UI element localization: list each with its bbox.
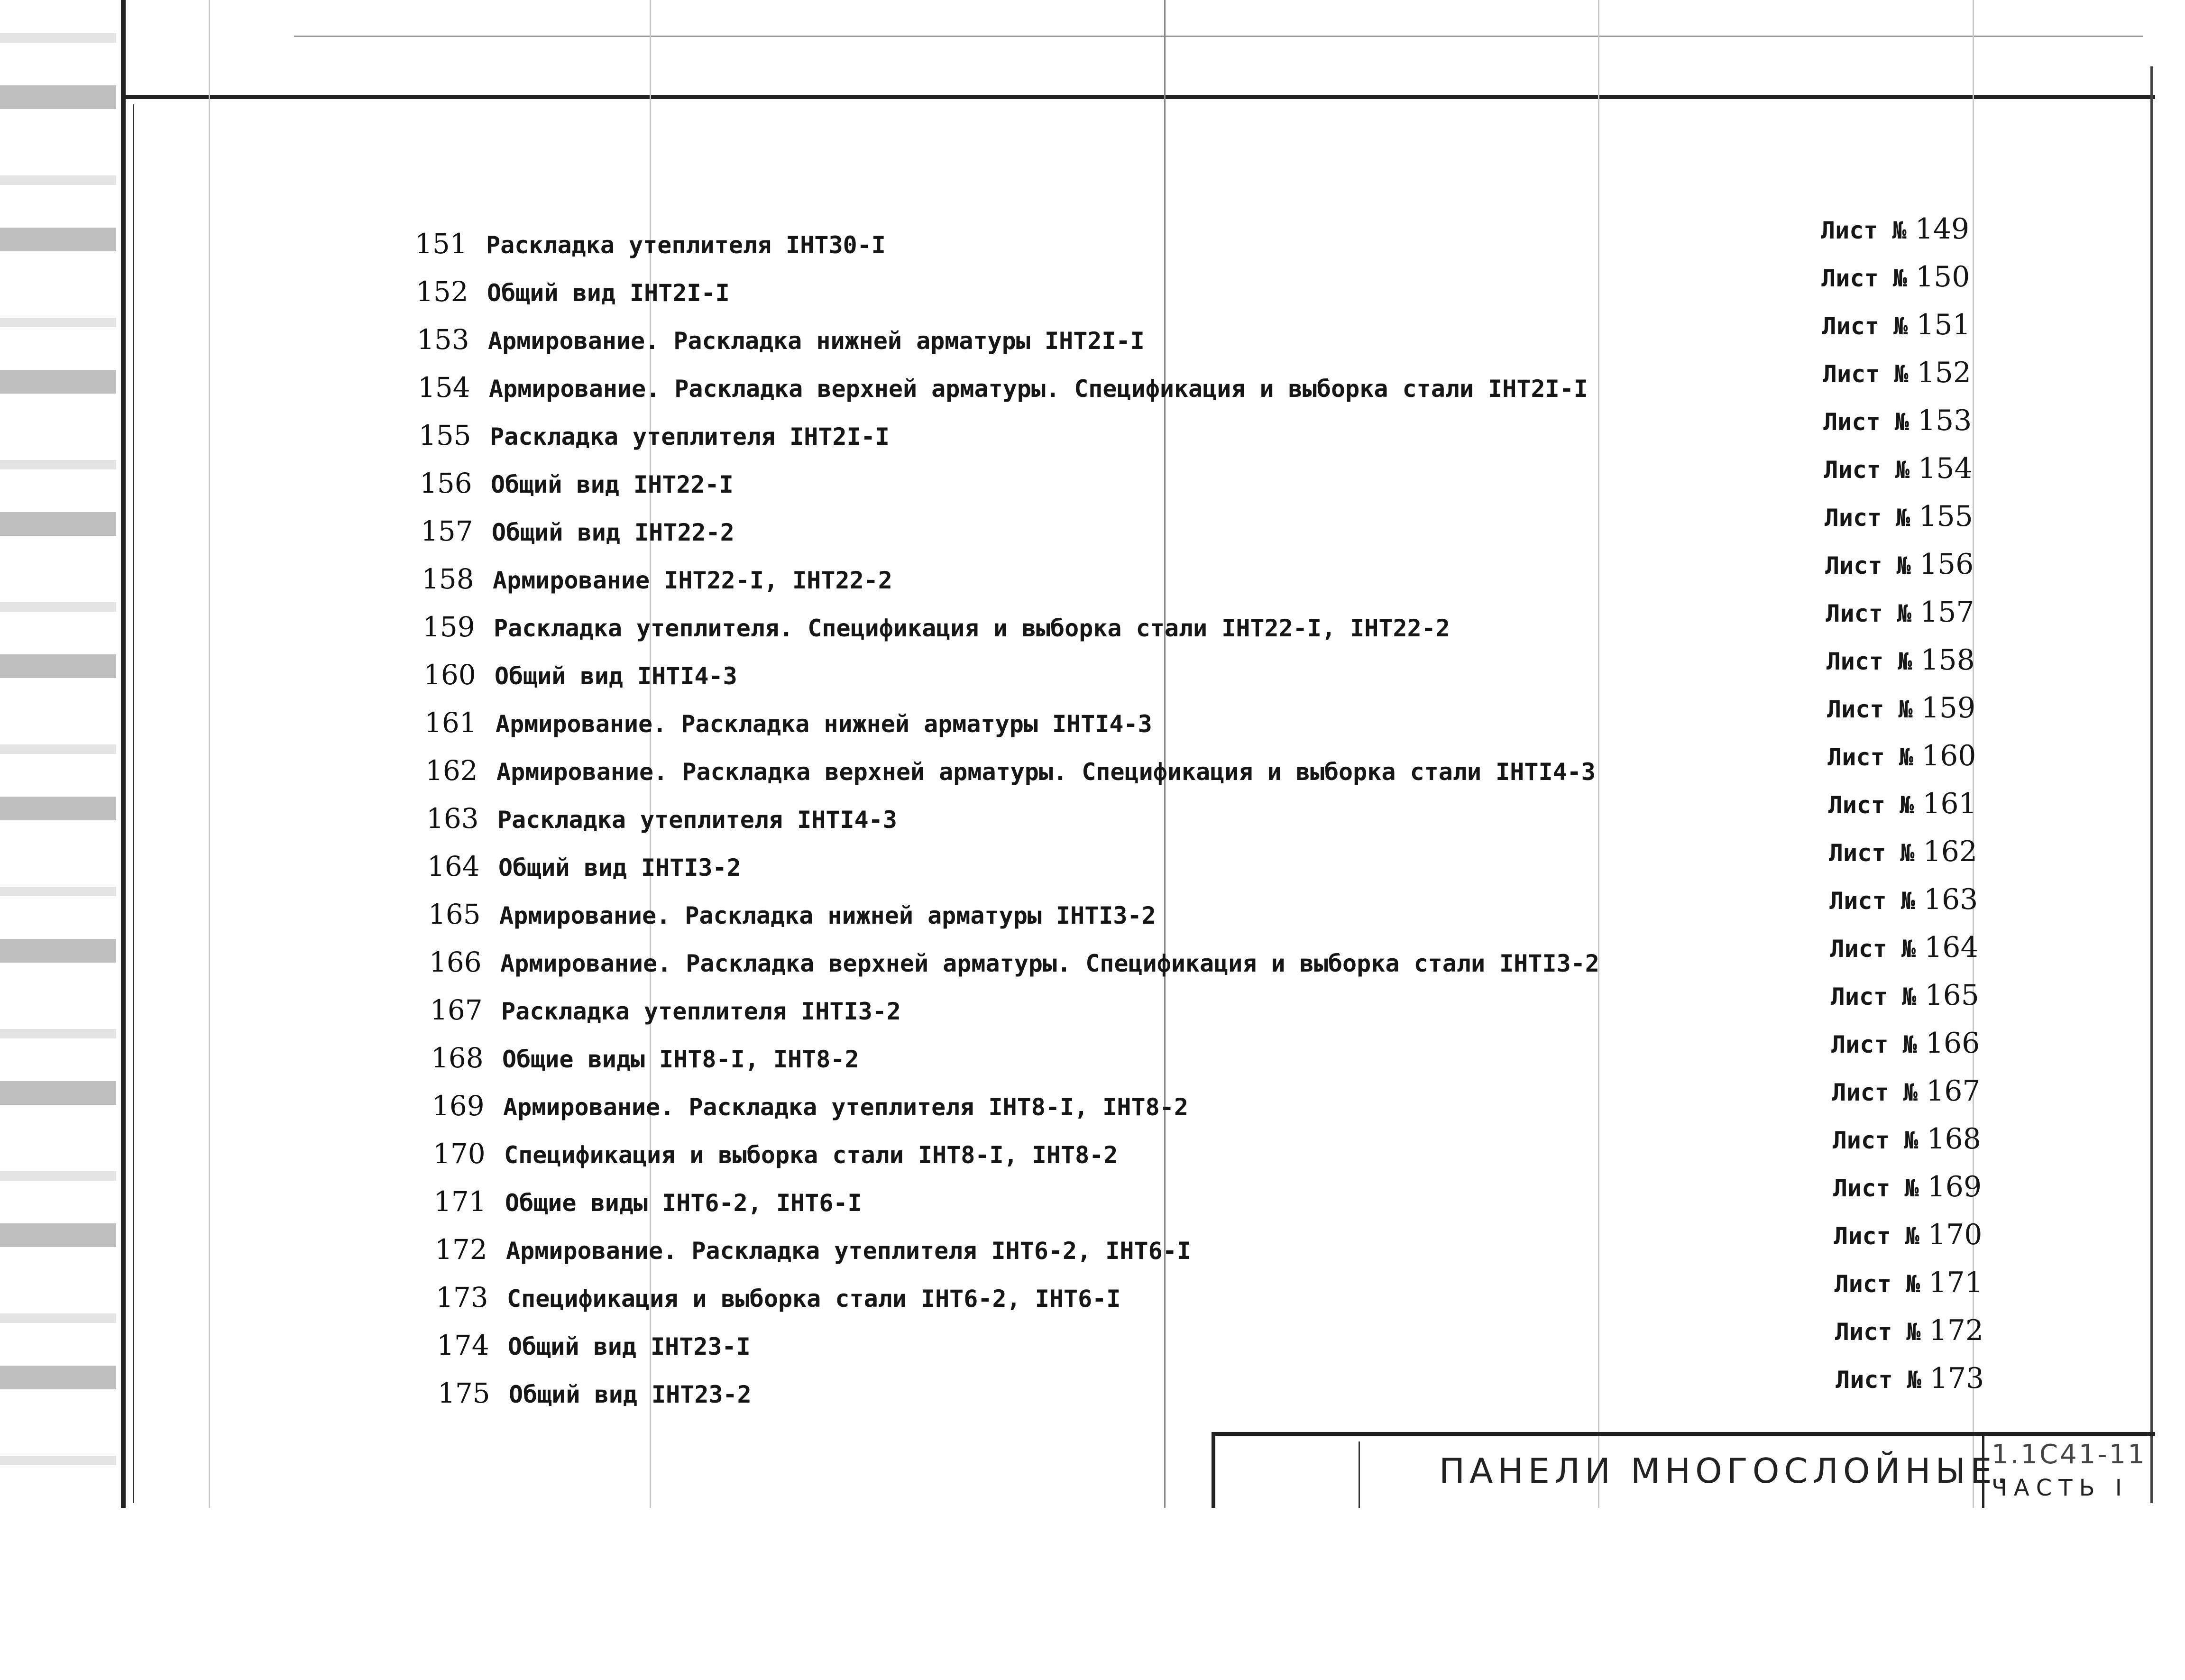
sheet-label: Лист № [1836,1366,1921,1394]
sheet-number: 171 [1928,1266,1983,1299]
stamp-border-top [1212,1432,2155,1436]
toc-item-title: Армирование. Раскладка утеплителя IHT6-2, IHT6-I [506,1237,1191,1265]
frame-border-left [121,0,126,1508]
sheet-ref [1821,260,1970,294]
sheet-label: Лист № [1825,552,1911,579]
toc-item-number: 160 [423,659,476,691]
toc-row [416,275,730,313]
toc-item-number: 169 [432,1090,485,1122]
sheet-label: Лист № [1834,1270,1920,1298]
scan-edge-artifact [0,0,116,1508]
sheet-ref [1825,500,1973,533]
toc-row [419,419,890,457]
sheet-number: 158 [1920,643,1975,677]
toc-row [424,707,1152,744]
frame-inner-left-line [133,104,134,1503]
sheet-number: 170 [1928,1218,1983,1251]
toc-row [432,1090,1188,1128]
sheet-ref [1829,835,1977,868]
toc-row [431,1042,859,1080]
toc-item-title: Раскладка утеплителя IHT2I-I [490,423,890,450]
toc-row [417,323,1145,361]
toc-item-number: 154 [418,371,470,404]
stamp-part: ЧАСТЬ I [1992,1475,2129,1501]
toc-row [430,994,901,1032]
toc-row [426,802,897,840]
sheet-number: 154 [1918,452,1973,485]
toc-item-title: Армирование IHT22-I, IHT22-2 [493,567,892,594]
sheet-number: 153 [1917,404,1972,437]
toc-item-number: 170 [433,1138,486,1170]
sheet-number: 155 [1919,500,1973,533]
sheet-number: 173 [1929,1362,1984,1395]
toc-item-number: 166 [429,946,482,978]
stamp-code: 1.1С41-11 [1992,1439,2147,1470]
sheet-label: Лист № [1828,839,1915,867]
toc-item-title: Армирование. Раскладка верхней арматуры. Спецификация и выборка стали IHT2I-I [489,375,1588,403]
toc-item-number: 171 [434,1185,487,1218]
toc-item-number: 151 [415,228,468,260]
toc-row [421,515,734,553]
toc-item-number: 168 [431,1042,484,1074]
toc-item-title: Армирование. Раскладка утеплителя IHT8-I, IHT8-2 [503,1093,1188,1121]
sheet-label: Лист № [1833,1175,1919,1202]
toc-item-number: 173 [436,1281,488,1313]
sheet-ref [1832,1074,1980,1108]
sheet-number: 160 [1921,739,1976,772]
sheet-label: Лист № [1826,648,1912,675]
sheet-number: 169 [1927,1170,1982,1203]
title-block-stamp [1212,1432,2155,1508]
sheet-ref [1836,1362,1984,1395]
sheet-label: Лист № [1834,1222,1919,1250]
toc-item-title: Армирование. Раскладка нижней арматуры IHTI3-2 [499,902,1156,929]
sheet-ref [1827,739,1976,772]
sheet-ref [1826,596,1974,629]
toc-item-title: Общий вид IHTI3-2 [498,854,741,881]
sheet-number: 168 [1927,1122,1981,1156]
sheet-label: Лист № [1835,1318,1921,1346]
toc-item-title: Раскладка утеплителя IHT30-I [486,231,886,259]
toc-item-number: 158 [422,563,474,595]
scan-fold-line [209,0,210,1508]
sheet-ref [1827,691,1975,725]
toc-item-number: 152 [416,275,468,308]
toc-row [438,1377,752,1415]
toc-row [427,850,741,888]
sheet-ref [1822,308,1971,341]
frame-border-right [2150,66,2153,1503]
sheet-ref [1827,643,1975,677]
sheet-ref [1834,1218,1982,1251]
sheet-ref [1824,452,1973,485]
sheet-ref [1831,1027,1980,1060]
toc-item-number: 162 [425,754,478,787]
stamp-border-left [1212,1432,1215,1508]
toc-row [437,1329,751,1367]
toc-row [436,1281,1120,1319]
sheet-number: 150 [1915,260,1970,294]
sheet-ref [1828,787,1977,820]
sheet-label: Лист № [1827,696,1913,723]
toc-item-title: Общий вид IHT22-2 [492,519,734,546]
sheet-number: 152 [1917,356,1972,389]
toc-item-number: 155 [419,419,471,451]
sheet-number: 165 [1925,979,1979,1012]
sheet-number: 156 [1919,548,1974,581]
toc-item-title: Общий вид IHT23-I [508,1333,751,1360]
toc-item-number: 161 [424,707,477,739]
toc-item-title: Раскладка утеплителя IHTI4-3 [497,806,897,834]
sheet-number: 162 [1923,835,1978,868]
toc-item-title: Армирование. Раскладка нижней арматуры IHTI4-3 [496,710,1152,738]
frame-border-top-outer [294,36,2143,37]
toc-item-number: 165 [428,898,481,930]
toc-row [418,371,1588,409]
toc-item-number: 163 [426,802,479,835]
toc-row [433,1138,1118,1175]
toc-item-title: Армирование. Раскладка верхней арматуры. Спецификация и выборка стали IHTI3-2 [500,950,1599,977]
stamp-divider [1359,1441,1360,1508]
sheet-ref [1821,212,1969,246]
sheet-number: 151 [1916,308,1971,341]
toc-item-title: Раскладка утеплителя. Спецификация и выборка стали IHT22-I, IHT22-2 [494,615,1450,642]
sheet-number: 167 [1926,1074,1981,1108]
toc-item-title: Спецификация и выборка стали IHT6-2, IHT6-I [507,1285,1121,1313]
toc-row [429,946,1599,984]
toc-item-number: 164 [427,850,480,882]
sheet-label: Лист № [1826,600,1912,627]
toc-item-title: Общий вид IHT22-I [491,471,734,498]
toc-item-number: 167 [430,994,483,1026]
sheet-ref [1823,356,1971,389]
sheet-label: Лист № [1827,744,1913,771]
toc-item-number: 175 [438,1377,490,1409]
toc-row [422,563,892,601]
toc-item-title: Общий вид IHTI4-3 [495,662,737,690]
toc-item-number: 153 [417,323,469,356]
toc-row [425,754,1596,792]
sheet-number: 163 [1923,883,1978,916]
sheet-label: Лист № [1823,408,1909,436]
sheet-ref [1831,979,1979,1012]
sheet-ref [1830,931,1979,964]
toc-item-title: Армирование. Раскладка нижней арматуры IHT2I-I [488,327,1145,355]
toc-item-title: Общий вид IHT23-2 [509,1381,752,1408]
scan-fold-line [1598,0,1599,1508]
scan-fold-line [1164,0,1166,1508]
toc-row [415,228,886,266]
toc-row [420,467,734,505]
sheet-number: 166 [1925,1027,1980,1060]
toc-item-title: Общий вид IHT2I-I [487,279,730,307]
toc-item-number: 174 [437,1329,489,1361]
sheet-label: Лист № [1822,360,1909,388]
sheet-number: 157 [1920,596,1974,629]
sheet-number: 164 [1924,931,1979,964]
toc-row [434,1185,862,1223]
toc-item-number: 156 [420,467,472,499]
sheet-label: Лист № [1824,456,1910,484]
toc-row [423,659,737,697]
sheet-label: Лист № [1822,312,1908,340]
frame-border-top [121,95,2155,99]
sheet-label: Лист № [1832,1079,1918,1106]
toc-item-title: Армирование. Раскладка верхней арматуры. Спецификация и выборка стали IHTI4-3 [496,758,1596,786]
sheet-number: 172 [1929,1314,1984,1347]
sheet-label: Лист № [1821,265,1907,292]
sheet-ref [1823,404,1972,437]
sheet-label: Лист № [1821,217,1907,244]
toc-item-title: Спецификация и выборка стали IHT8-I, IHT8-2 [504,1141,1118,1169]
sheet-label: Лист № [1830,935,1916,963]
sheet-ref [1835,1266,1983,1299]
sheet-ref [1833,1170,1982,1203]
sheet-ref [1835,1314,1983,1347]
sheet-number: 159 [1921,691,1976,725]
toc-row [435,1233,1191,1271]
sheet-number: 161 [1922,787,1977,820]
toc-item-number: 159 [422,611,475,643]
toc-item-number: 172 [435,1233,487,1266]
sheet-label: Лист № [1832,1127,1919,1154]
sheet-label: Лист № [1831,1031,1917,1058]
sheet-label: Лист № [1824,504,1910,532]
sheet-label: Лист № [1829,887,1915,915]
toc-item-number: 157 [421,515,473,547]
sheet-label: Лист № [1830,983,1917,1010]
toc-row [428,898,1156,936]
toc-item-title: Общие виды IHT6-2, IHT6-I [505,1189,862,1217]
toc-item-title: Раскладка утеплителя IHTI3-2 [501,998,901,1025]
sheet-ref [1825,548,1974,581]
toc-item-title: Общие виды IHT8-I, IHT8-2 [502,1046,859,1073]
stamp-title: ПАНЕЛИ МНОГОСЛОЙНЫЕ. [1439,1451,2012,1491]
toc-row [422,611,1450,649]
sheet-number: 149 [1915,212,1970,246]
sheet-ref [1829,883,1978,916]
sheet-ref [1833,1122,1981,1156]
sheet-label: Лист № [1828,791,1914,819]
